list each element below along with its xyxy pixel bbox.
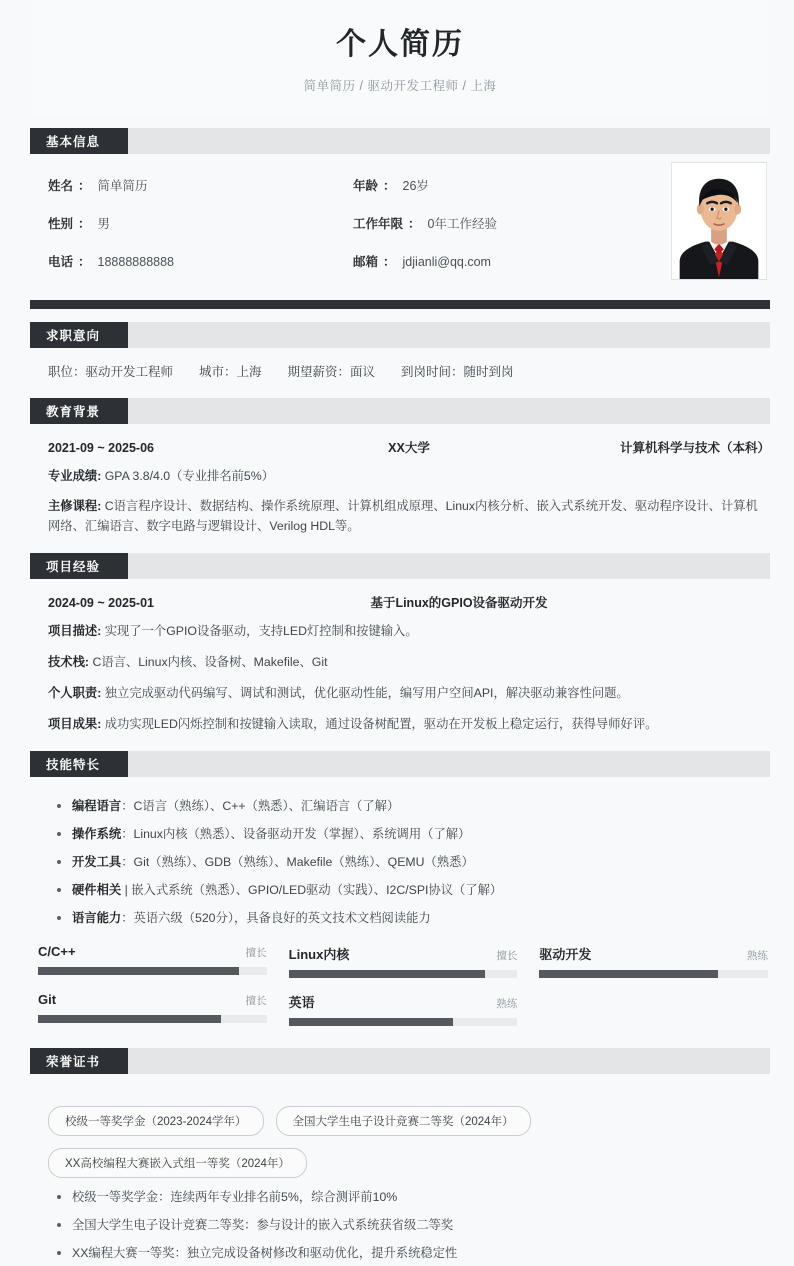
skill-bar-track <box>38 1015 267 1023</box>
skill-item-label: 编程语言 <box>72 798 122 813</box>
intent-salary: 期望薪资：面议 <box>287 364 376 379</box>
skill-bar-level: 擅长 <box>245 995 267 1008</box>
skill-item-separator: ： <box>121 911 134 926</box>
page-title: 个人简历 <box>336 28 464 61</box>
field-separator: ： <box>383 178 396 193</box>
section-title-project: 项目经验 <box>30 553 128 579</box>
basic-info-block <box>30 154 770 286</box>
skill-bar <box>38 944 267 978</box>
honor-tag: 全国大学生电子设计竞赛二等奖（2024年） <box>276 1106 531 1136</box>
basic-info-grid <box>30 176 650 270</box>
field-work-years-value: 0年工作经验 <box>427 216 497 231</box>
section-rail <box>128 553 770 579</box>
skill-bar-name: 驱动开发 <box>539 947 592 963</box>
section-header-basic <box>30 128 770 154</box>
resume-header <box>30 0 770 116</box>
skill-bar-track <box>289 1018 518 1026</box>
education-row-head <box>48 438 770 456</box>
resume-sheet <box>30 0 770 1266</box>
project-name: 基于Linux的GPIO设备驱动开发 <box>370 596 548 611</box>
skill-bar-level: 擅长 <box>245 947 267 960</box>
skill-item-label: 开发工具 <box>72 854 122 869</box>
skill-item-value: Git（熟练）、GDB（熟练）、Makefile（熟练）、QEMU（熟悉） <box>133 854 474 869</box>
skill-bar-fill <box>289 970 486 978</box>
skill-bar-track <box>289 970 518 978</box>
section-header-skills <box>30 751 770 777</box>
project-duty-value: 独立完成驱动代码编写、调试和测试，优化驱动性能，编写用户空间API，解决驱动兼容性问题。 <box>104 686 629 701</box>
section-header-project <box>30 553 770 579</box>
skill-item-value: 嵌入式系统（熟悉）、GPIO/LED驱动（实践）、I2C/SPI协议（了解） <box>131 882 503 897</box>
education-school: XX大学 <box>388 440 430 455</box>
education-major: 计算机科学与技术（本科） <box>619 440 770 455</box>
skill-bar <box>38 992 267 1026</box>
education-courses-label: 主修课程 <box>48 499 98 514</box>
section-header-education <box>30 398 770 424</box>
skill-bar <box>539 944 768 978</box>
portrait-photo-icon <box>672 163 766 279</box>
intent-onboard: 到岗时间：随时到岗 <box>401 364 514 379</box>
field-phone-value: 18888888888 <box>97 254 175 269</box>
list-item <box>56 881 770 900</box>
project-stack-line: 技术栈: C语言、Linux内核、设备树、Makefile、Git <box>48 655 328 670</box>
skill-bar <box>289 992 518 1026</box>
field-separator: ： <box>78 178 91 193</box>
education-courses-line: 主修课程: C语言程序设计、数据结构、操作系统原理、计算机组成原理、Linux内核分析、嵌入式系统开发、驱动程序设计、计算机网络、汇编语言、数字电路与逻辑设计、Verilog HDL等。 <box>48 499 758 534</box>
project-desc-value: 实现了一个GPIO设备驱动，支持LED灯控制和按键输入。 <box>104 624 418 639</box>
skill-item-label: 硬件相关 <box>72 882 122 897</box>
section-title-education: 教育背景 <box>30 398 128 424</box>
skill-list <box>36 791 770 928</box>
section-title-intent: 求职意向 <box>30 322 128 348</box>
field-separator: ： <box>78 216 91 231</box>
field-phone <box>48 252 353 270</box>
honor-tag: XX高校编程大赛嵌入式组一等奖（2024年） <box>48 1148 307 1178</box>
intent-position: 职位：驱动开发工程师 <box>48 364 174 379</box>
skill-item-separator: ： <box>121 798 134 813</box>
section-title-skills: 技能特长 <box>30 751 128 777</box>
field-email-value: jdjianli@qq.com <box>402 254 491 269</box>
section-header-intent <box>30 322 770 348</box>
skill-item-separator: ： <box>121 826 134 841</box>
field-name <box>48 176 353 194</box>
list-item <box>56 909 770 928</box>
skill-bar-fill <box>38 967 239 975</box>
section-header-honors <box>30 1048 770 1074</box>
section-rail <box>128 1048 770 1074</box>
section-divider <box>30 300 770 309</box>
project-duty-label: 个人职责 <box>48 686 98 701</box>
field-email-label: 邮箱 <box>353 254 379 269</box>
section-rail <box>128 398 770 424</box>
field-gender <box>48 214 353 232</box>
section-title-basic: 基本信息 <box>30 128 128 154</box>
field-work-years <box>353 214 650 232</box>
project-block <box>30 579 770 739</box>
list-item <box>56 797 770 816</box>
honor-list <box>36 1182 770 1262</box>
skill-bar-grid <box>36 928 770 1032</box>
education-courses-value: C语言程序设计、数据结构、操作系统原理、计算机组成原理、Linux内核分析、嵌入式系统开发、驱动程序设计、计算机网络、汇编语言、数字电路与逻辑设计、Verilog HDL等。 <box>48 499 758 534</box>
list-item <box>56 825 770 844</box>
field-age-value: 26岁 <box>402 178 429 193</box>
skill-bar <box>289 944 518 978</box>
skill-bar-name: Git <box>38 992 57 1008</box>
skill-bar-fill <box>539 970 717 978</box>
list-item <box>56 853 770 872</box>
field-age-label: 年龄 <box>353 178 379 193</box>
field-separator: ： <box>408 216 421 231</box>
project-desc-line: 项目描述: 实现了一个GPIO设备驱动，支持LED灯控制和按键输入。 <box>48 624 418 639</box>
field-name-label: 姓名 <box>48 178 74 193</box>
skill-item-value: 英语六级（520分），具备良好的英文技术文档阅读能力 <box>133 911 431 926</box>
skill-bar-level: 熟练 <box>496 998 518 1011</box>
skill-bar-track <box>38 967 267 975</box>
education-block <box>30 424 770 542</box>
skill-item-separator: ： <box>121 854 134 869</box>
skill-item-label: 操作系统 <box>72 826 122 841</box>
skill-bar-level: 擅长 <box>496 950 518 963</box>
list-item: 全国大学生电子设计竞赛二等奖：参与设计的嵌入式系统获省级二等奖 <box>56 1216 770 1235</box>
project-desc-label: 项目描述 <box>48 624 98 639</box>
project-duty-line: 个人职责: 独立完成驱动代码编写、调试和测试，优化驱动性能，编写用户空间API，解决驱动兼容性问题。 <box>48 686 629 701</box>
skill-bar-name: C/C++ <box>38 944 76 960</box>
field-work-years-label: 工作年限 <box>353 216 404 231</box>
education-gpa-label: 专业成绩 <box>48 468 98 483</box>
field-gender-label: 性别 <box>48 216 74 231</box>
education-gpa-line: 专业成绩: GPA 3.8/4.0（专业排名前5%） <box>48 468 274 483</box>
skill-bar-name: 英语 <box>288 995 315 1011</box>
intent-city: 城市：上海 <box>199 364 262 379</box>
skill-bar-level: 熟练 <box>747 950 768 963</box>
list-item: XX编程大赛一等奖：独立完成设备树修改和驱动优化，提升系统稳定性 <box>56 1244 770 1262</box>
page-subtitle: 简单简历 / 驱动开发工程师 / 上海 <box>303 78 497 93</box>
project-stack-value: C语言、Linux内核、设备树、Makefile、Git <box>92 655 328 670</box>
skill-bar-name: Linux内核 <box>288 947 350 963</box>
project-result-label: 项目成果 <box>48 716 98 731</box>
section-title-honors: 荣誉证书 <box>30 1048 128 1074</box>
skill-item-value: C语言（熟练）、C++（熟悉）、汇编语言（了解） <box>133 798 400 813</box>
project-period: 2024-09 ~ 2025-01 <box>48 596 154 611</box>
project-result-value: 成功实现LED闪烁控制和按键输入读取，通过设备树配置，驱动在开发板上稳定运行，获得导师好评。 <box>104 716 658 731</box>
field-phone-label: 电话 <box>48 254 74 269</box>
field-gender-value: 男 <box>97 216 111 231</box>
honors-block <box>30 1074 770 1266</box>
skill-item-value: Linux内核（熟悉）、设备驱动开发（掌握）、系统调用（了解） <box>133 826 471 841</box>
field-age <box>353 176 650 194</box>
honor-tag-list <box>36 1088 770 1182</box>
list-item: 校级一等奖学金：连续两年专业排名前5%，综合测评前10% <box>56 1188 770 1207</box>
skill-bar-fill <box>289 1018 454 1026</box>
skill-item-label: 语言能力 <box>72 911 122 926</box>
skill-item-separator: | <box>121 882 132 897</box>
education-gpa-value: GPA 3.8/4.0（专业排名前5%） <box>104 468 274 483</box>
job-intent-block <box>30 348 770 386</box>
field-name-value: 简单简历 <box>97 178 148 193</box>
field-separator: ： <box>383 254 396 269</box>
section-rail <box>128 751 770 777</box>
project-row-head <box>48 593 770 611</box>
field-email <box>353 252 650 270</box>
section-rail <box>128 322 770 348</box>
education-period: 2021-09 ~ 2025-06 <box>48 440 154 455</box>
skill-bar-fill <box>38 1015 221 1023</box>
project-result-line: 项目成果: 成功实现LED闪烁控制和按键输入读取，通过设备树配置，驱动在开发板上稳定运行，获得导师好评。 <box>48 716 658 731</box>
avatar <box>671 162 767 280</box>
skill-bar-track <box>539 970 768 978</box>
section-rail <box>128 128 770 154</box>
skills-block <box>30 777 770 1036</box>
field-separator: ： <box>78 254 91 269</box>
project-stack-label: 技术栈 <box>48 655 85 670</box>
honor-tag: 校级一等奖学金（2023-2024学年） <box>48 1106 264 1136</box>
